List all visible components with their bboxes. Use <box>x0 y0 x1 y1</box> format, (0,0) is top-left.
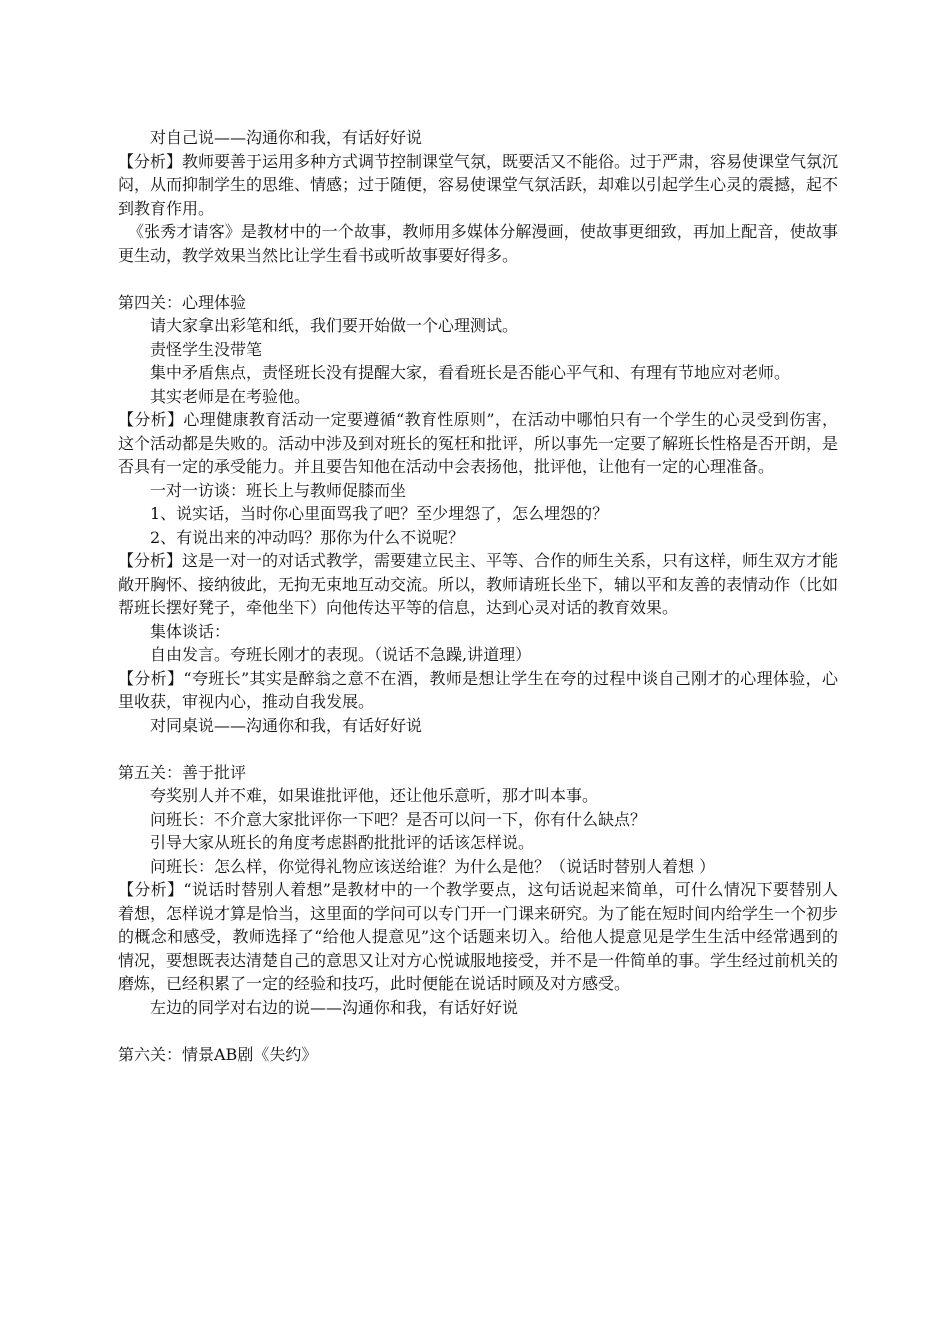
paragraph: 对同桌说——沟通你和我，有话好好说 <box>150 715 423 735</box>
document-body <box>118 126 838 1066</box>
paragraph: 夸奖别人并不难，如果谁批评他，还让他乐意听，那才叫本事。 <box>150 786 599 805</box>
analysis-paragraph: 【分析】这是一对一的对话式教学，需要建立民主、平等、合作的师生关系，只有这样，师生双方才能敞开胸怀、接纳彼此，无拘无束地互动交流。所以，教师请班长坐下，辅以平和友善的表情动作（比如帮班长摆好凳子，牵他坐下）向他传达平等的信息，达到心灵对话的教育效果。 <box>118 551 839 617</box>
analysis-paragraph: 【分析】“夸班长”其实是醉翁之意不在酒，教师是想让学生在夸的过程中谈自己刚才的心理体验，心里收获，审视内心，推动自我发展。 <box>118 668 838 711</box>
analysis-paragraph: 【分析】教师要善于运用多种方式调节控制课堂气氛，既要活又不能俗。过于严肃，容易使课堂气氛沉闷，从而抑制学生的思维、情感；过于随便，容易使课堂气氛活跃，却难以引起学生心灵的震撼，起不到教育作用。 <box>118 151 839 218</box>
paragraph: 引导大家从班长的角度考虑斟酌批批评的话该怎样说。 <box>150 833 535 852</box>
blank-line <box>118 737 838 761</box>
section-heading: 第五关：善于批评 <box>118 762 247 782</box>
section-heading: 第四关：心理体验 <box>118 292 247 312</box>
paragraph: 其实老师是在考验他。 <box>150 386 311 406</box>
paragraph: 集体谈话： <box>150 621 231 641</box>
paragraph: 问班长：不介意大家批评你一下吧？是否可以问一下，你有什么缺点？ <box>150 809 647 829</box>
blank-line <box>118 267 838 291</box>
paragraph: 自由发言。夸班长刚才的表现。（说话不急躁,讲道理） <box>150 645 532 664</box>
list-item: 2、有说出来的冲动吗？那你为什么不说呢？ <box>150 527 465 547</box>
paragraph: 对自己说——沟通你和我，有话好好说 <box>150 128 423 147</box>
section-heading: 第六关：情景AB剧《失约》 <box>118 1044 318 1064</box>
paragraph: 请大家拿出彩笔和纸，我们要开始做一个心理测试。 <box>150 316 519 335</box>
paragraph: 责怪学生没带笔 <box>150 339 263 359</box>
list-item: 1、说实话，当时你心里面骂我了吧？至少埋怨了，怎么埋怨的？ <box>150 504 609 523</box>
paragraph: 《张秀才请客》是教材中的一个故事，教师用多媒体分解漫画，使故事更细致，再加上配音，使故事更生动，教学效果当然比让学生看书或听故事要好得多。 <box>118 222 838 265</box>
paragraph: 问班长：怎么样，你觉得礼物应该送给谁？为什么是他？（说话时替别人着想 ） <box>150 856 716 876</box>
analysis-paragraph: 【分析】“说话时替别人着想”是教材中的一个教学要点，这句话说起来简单，可什么情况下要替别人着想，怎样说才算是恰当，这里面的学问可以专门开一门课来研究。为了能在短时间内给学生一个初步的概念和感受，教师选择了“给他人提意见”这个话题来切入。给他人提意见是学生生活中经常遇到的情况，要想既表达清楚自己的意思又让对方心悦诚服地接受，并不是一件简单的事。学生经过前机关的磨炼，已经积累了一定的经验和技巧，此时便能在说话时顾及对方感受。 <box>118 880 839 993</box>
analysis-paragraph: 【分析】心理健康教育活动一定要遵循“教育性原则”，在活动中哪怕只有一个学生的心灵受到伤害，这个活动都是失败的。活动中涉及到对班长的冤枉和批评，所以事先一定要了解班长性格是否开朗，是否具有一定的承受能力。并且要告知他在活动中会表扬他，批评他，让他有一定的心理准备。 <box>118 410 839 476</box>
paragraph: 集中矛盾焦点，责怪班长没有提醒大家，看看班长是否能心平气和、有理有节地应对老师。 <box>150 363 791 382</box>
paragraph: 左边的同学对右边的说——沟通你和我，有话好好说 <box>150 997 519 1017</box>
blank-line <box>118 1019 838 1043</box>
paragraph: 一对一访谈：班长上与教师促膝而坐 <box>150 480 407 500</box>
